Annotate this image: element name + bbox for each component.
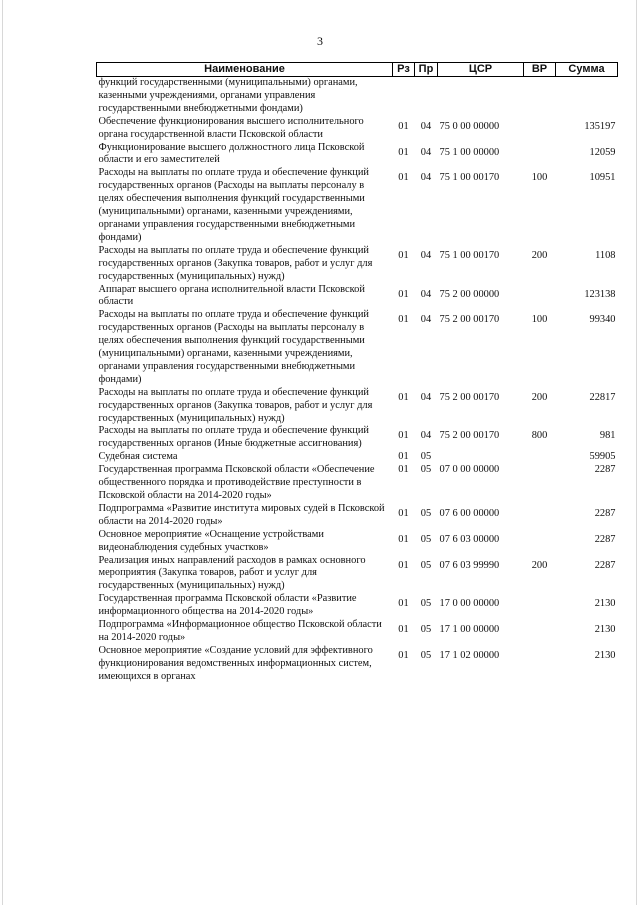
cell-rz: 01 <box>398 559 409 571</box>
cell-rz: 01 <box>398 507 409 519</box>
cell-rz: 01 <box>398 391 409 403</box>
column-header-sum: Сумма <box>556 63 618 77</box>
cell-pr: 04 <box>420 430 432 442</box>
cell-vr: 200 <box>531 391 548 403</box>
cell-vr <box>524 503 556 529</box>
table-row <box>97 77 618 116</box>
cell-csr <box>438 77 524 116</box>
table-row <box>97 116 618 142</box>
cell-vr <box>524 593 556 619</box>
table-row <box>97 464 618 503</box>
table-row <box>97 425 618 451</box>
cell-vr <box>524 77 556 116</box>
cell-pr: 04 <box>420 288 432 300</box>
cell-csr: 75 2 00 00000 <box>439 288 500 300</box>
cell-sum: 22817 <box>589 391 616 403</box>
column-header-csr: ЦСР <box>438 63 524 77</box>
cell-vr <box>524 529 556 555</box>
cell-pr: 05 <box>420 598 432 610</box>
cell-sum: 12059 <box>589 146 616 158</box>
cell-name: Расходы на выплаты по оплате труда и обеспечение функций государственных органов (Иные бюджетные ассигнования) <box>98 425 369 450</box>
cell-name: функций государственными (муниципальными) органами, казенными учреждениями, органами управления государственными внебюджетными фондами) <box>98 77 358 114</box>
table-row <box>97 309 618 386</box>
cell-pr: 04 <box>420 391 432 403</box>
cell-name: Расходы на выплаты по оплате труда и обеспечение функций государственных органов (Закупка товаров, работ и услуг для государственных (муниципальных) нужд) <box>98 386 373 424</box>
table-row <box>97 503 618 529</box>
cell-rz: 01 <box>398 451 409 463</box>
budget-table <box>96 62 618 684</box>
cell-csr: 75 2 00 00170 <box>439 430 500 442</box>
cell-name: Подпрограмма «Развитие института мировых судей в Псковской области на 2014-2020 годы» <box>98 502 385 527</box>
cell-sum <box>556 77 618 116</box>
cell-name: Функционирование высшего должностного лица Псковской области и его заместителей <box>98 141 365 166</box>
cell-rz: 01 <box>398 172 409 184</box>
cell-rz: 01 <box>398 146 409 158</box>
cell-name: Обеспечение функционирования высшего исполнительного органа государственной власти Псковской области <box>98 115 364 140</box>
cell-sum: 59905 <box>589 451 616 463</box>
cell-csr: 07 0 00 00000 <box>439 464 500 476</box>
cell-rz: 01 <box>398 624 409 636</box>
cell-vr: 100 <box>531 314 548 326</box>
cell-csr: 17 1 00 00000 <box>439 624 500 636</box>
cell-pr: 05 <box>420 464 432 476</box>
cell-rz: 01 <box>398 533 409 545</box>
cell-pr: 05 <box>420 559 432 571</box>
cell-sum: 2287 <box>594 559 616 571</box>
cell-rz: 01 <box>398 464 409 476</box>
cell-vr: 800 <box>531 430 548 442</box>
table-row <box>97 645 618 684</box>
cell-csr: 75 2 00 00170 <box>439 391 500 403</box>
column-header-vr: ВР <box>524 63 556 77</box>
column-header-name: Наименование <box>97 63 393 77</box>
cell-csr <box>438 451 524 464</box>
cell-rz: 01 <box>398 120 409 132</box>
cell-vr <box>524 116 556 142</box>
cell-csr: 17 1 02 00000 <box>439 649 500 661</box>
cell-name: Судебная система <box>98 451 178 463</box>
table-row <box>97 284 618 310</box>
cell-sum: 2287 <box>594 464 616 476</box>
cell-name: Аппарат высшего органа исполнительной власти Псковской области <box>98 283 365 308</box>
table-row <box>97 593 618 619</box>
table-row <box>97 167 618 244</box>
cell-csr: 07 6 03 00000 <box>439 533 500 545</box>
cell-pr: 04 <box>420 146 432 158</box>
table-row <box>97 387 618 426</box>
cell-sum: 2287 <box>594 507 616 519</box>
cell-pr: 04 <box>420 314 432 326</box>
table-header-row <box>97 63 618 77</box>
cell-vr <box>524 284 556 310</box>
cell-csr: 07 6 03 99990 <box>439 559 500 571</box>
table-row <box>97 529 618 555</box>
table-row <box>97 555 618 594</box>
cell-sum: 99340 <box>589 314 616 326</box>
cell-rz: 01 <box>398 249 409 261</box>
scan-edge-left <box>2 0 3 905</box>
cell-sum: 135197 <box>584 120 616 132</box>
cell-sum: 10951 <box>589 172 616 184</box>
cell-name: Расходы на выплаты по оплате труда и обеспечение функций государственных органов (Закупка товаров, работ и услуг для государственных (муниципальных) нужд) <box>98 244 373 282</box>
cell-sum: 981 <box>599 430 616 442</box>
table-row <box>97 619 618 645</box>
cell-pr: 05 <box>420 451 432 463</box>
table-row <box>97 451 618 464</box>
cell-csr: 75 1 00 00170 <box>439 172 500 184</box>
cell-name: Расходы на выплаты по оплате труда и обеспечение функций государственных органов (Расходы на выплаты персоналу в целях обеспечения выполнения функций государственными (муниципальными) органами, казенными учреждениями, органами управления государственными внебюджетными фондами) <box>98 167 369 243</box>
cell-name: Подпрограмма «Информационное общество Псковской области на 2014-2020 годы» <box>98 619 382 643</box>
cell-rz: 01 <box>398 649 409 661</box>
cell-name: Реализация иных направлений расходов в рамках основного мероприятия (Закупка товаров, работ и услуг для государственных (муниципальных) нужд) <box>98 554 366 592</box>
table-row <box>97 142 618 168</box>
cell-pr: 05 <box>420 649 432 661</box>
cell-rz: 01 <box>398 314 409 326</box>
scan-edge-right <box>636 0 637 905</box>
table-row <box>97 245 618 284</box>
cell-name: Основное мероприятие «Оснащение устройствами видеонаблюдения судебных участков» <box>98 528 324 553</box>
cell-pr <box>415 77 438 116</box>
cell-sum: 2130 <box>594 598 616 610</box>
cell-sum: 2130 <box>594 624 616 636</box>
cell-csr: 17 0 00 00000 <box>439 598 500 610</box>
page-number: 3 <box>317 34 323 48</box>
cell-rz: 01 <box>398 430 409 442</box>
cell-vr: 200 <box>531 249 548 261</box>
cell-name: Основное мероприятие «Создание условий для эффективного функционирования ведомственных информационных систем, имеющихся в органах <box>98 644 373 682</box>
cell-pr: 05 <box>420 507 432 519</box>
cell-rz: 01 <box>398 598 409 610</box>
cell-rz <box>393 77 415 116</box>
cell-sum: 2130 <box>594 649 616 661</box>
cell-vr: 100 <box>531 172 548 184</box>
column-header-rz: Рз <box>393 63 415 77</box>
cell-sum: 1108 <box>595 249 616 261</box>
cell-sum: 123138 <box>584 288 616 300</box>
column-header-pr: Пр <box>415 63 438 77</box>
cell-sum: 2287 <box>594 533 616 545</box>
cell-vr <box>524 451 556 464</box>
cell-pr: 04 <box>420 172 432 184</box>
cell-vr: 200 <box>531 559 548 571</box>
cell-csr: 07 6 00 00000 <box>439 507 500 519</box>
cell-name: Расходы на выплаты по оплате труда и обеспечение функций государственных органов (Расходы на выплаты персоналу в целях обеспечения выполнения функций государственными (муниципальными) органами, казенными учреждениями, органами управления государственными внебюджетными фондами) <box>98 309 369 385</box>
cell-pr: 05 <box>420 624 432 636</box>
cell-pr: 04 <box>420 249 432 261</box>
cell-rz: 01 <box>398 288 409 300</box>
cell-vr <box>524 142 556 168</box>
cell-csr: 75 1 00 00170 <box>439 249 500 261</box>
cell-name: Государственная программа Псковской области «Развитие информационного общества на 2014-2020 годы» <box>98 593 357 618</box>
cell-csr: 75 2 00 00170 <box>439 314 500 326</box>
cell-name: Государственная программа Псковской области «Обеспечение общественного порядка и противодействие преступности в Псковской области на 2014-2020 годы» <box>98 464 375 501</box>
cell-csr: 75 1 00 00000 <box>439 146 500 158</box>
cell-vr <box>524 464 556 503</box>
cell-vr <box>524 619 556 645</box>
cell-vr <box>524 645 556 684</box>
cell-csr: 75 0 00 00000 <box>439 120 500 132</box>
cell-pr: 04 <box>420 120 432 132</box>
cell-pr: 05 <box>420 533 432 545</box>
